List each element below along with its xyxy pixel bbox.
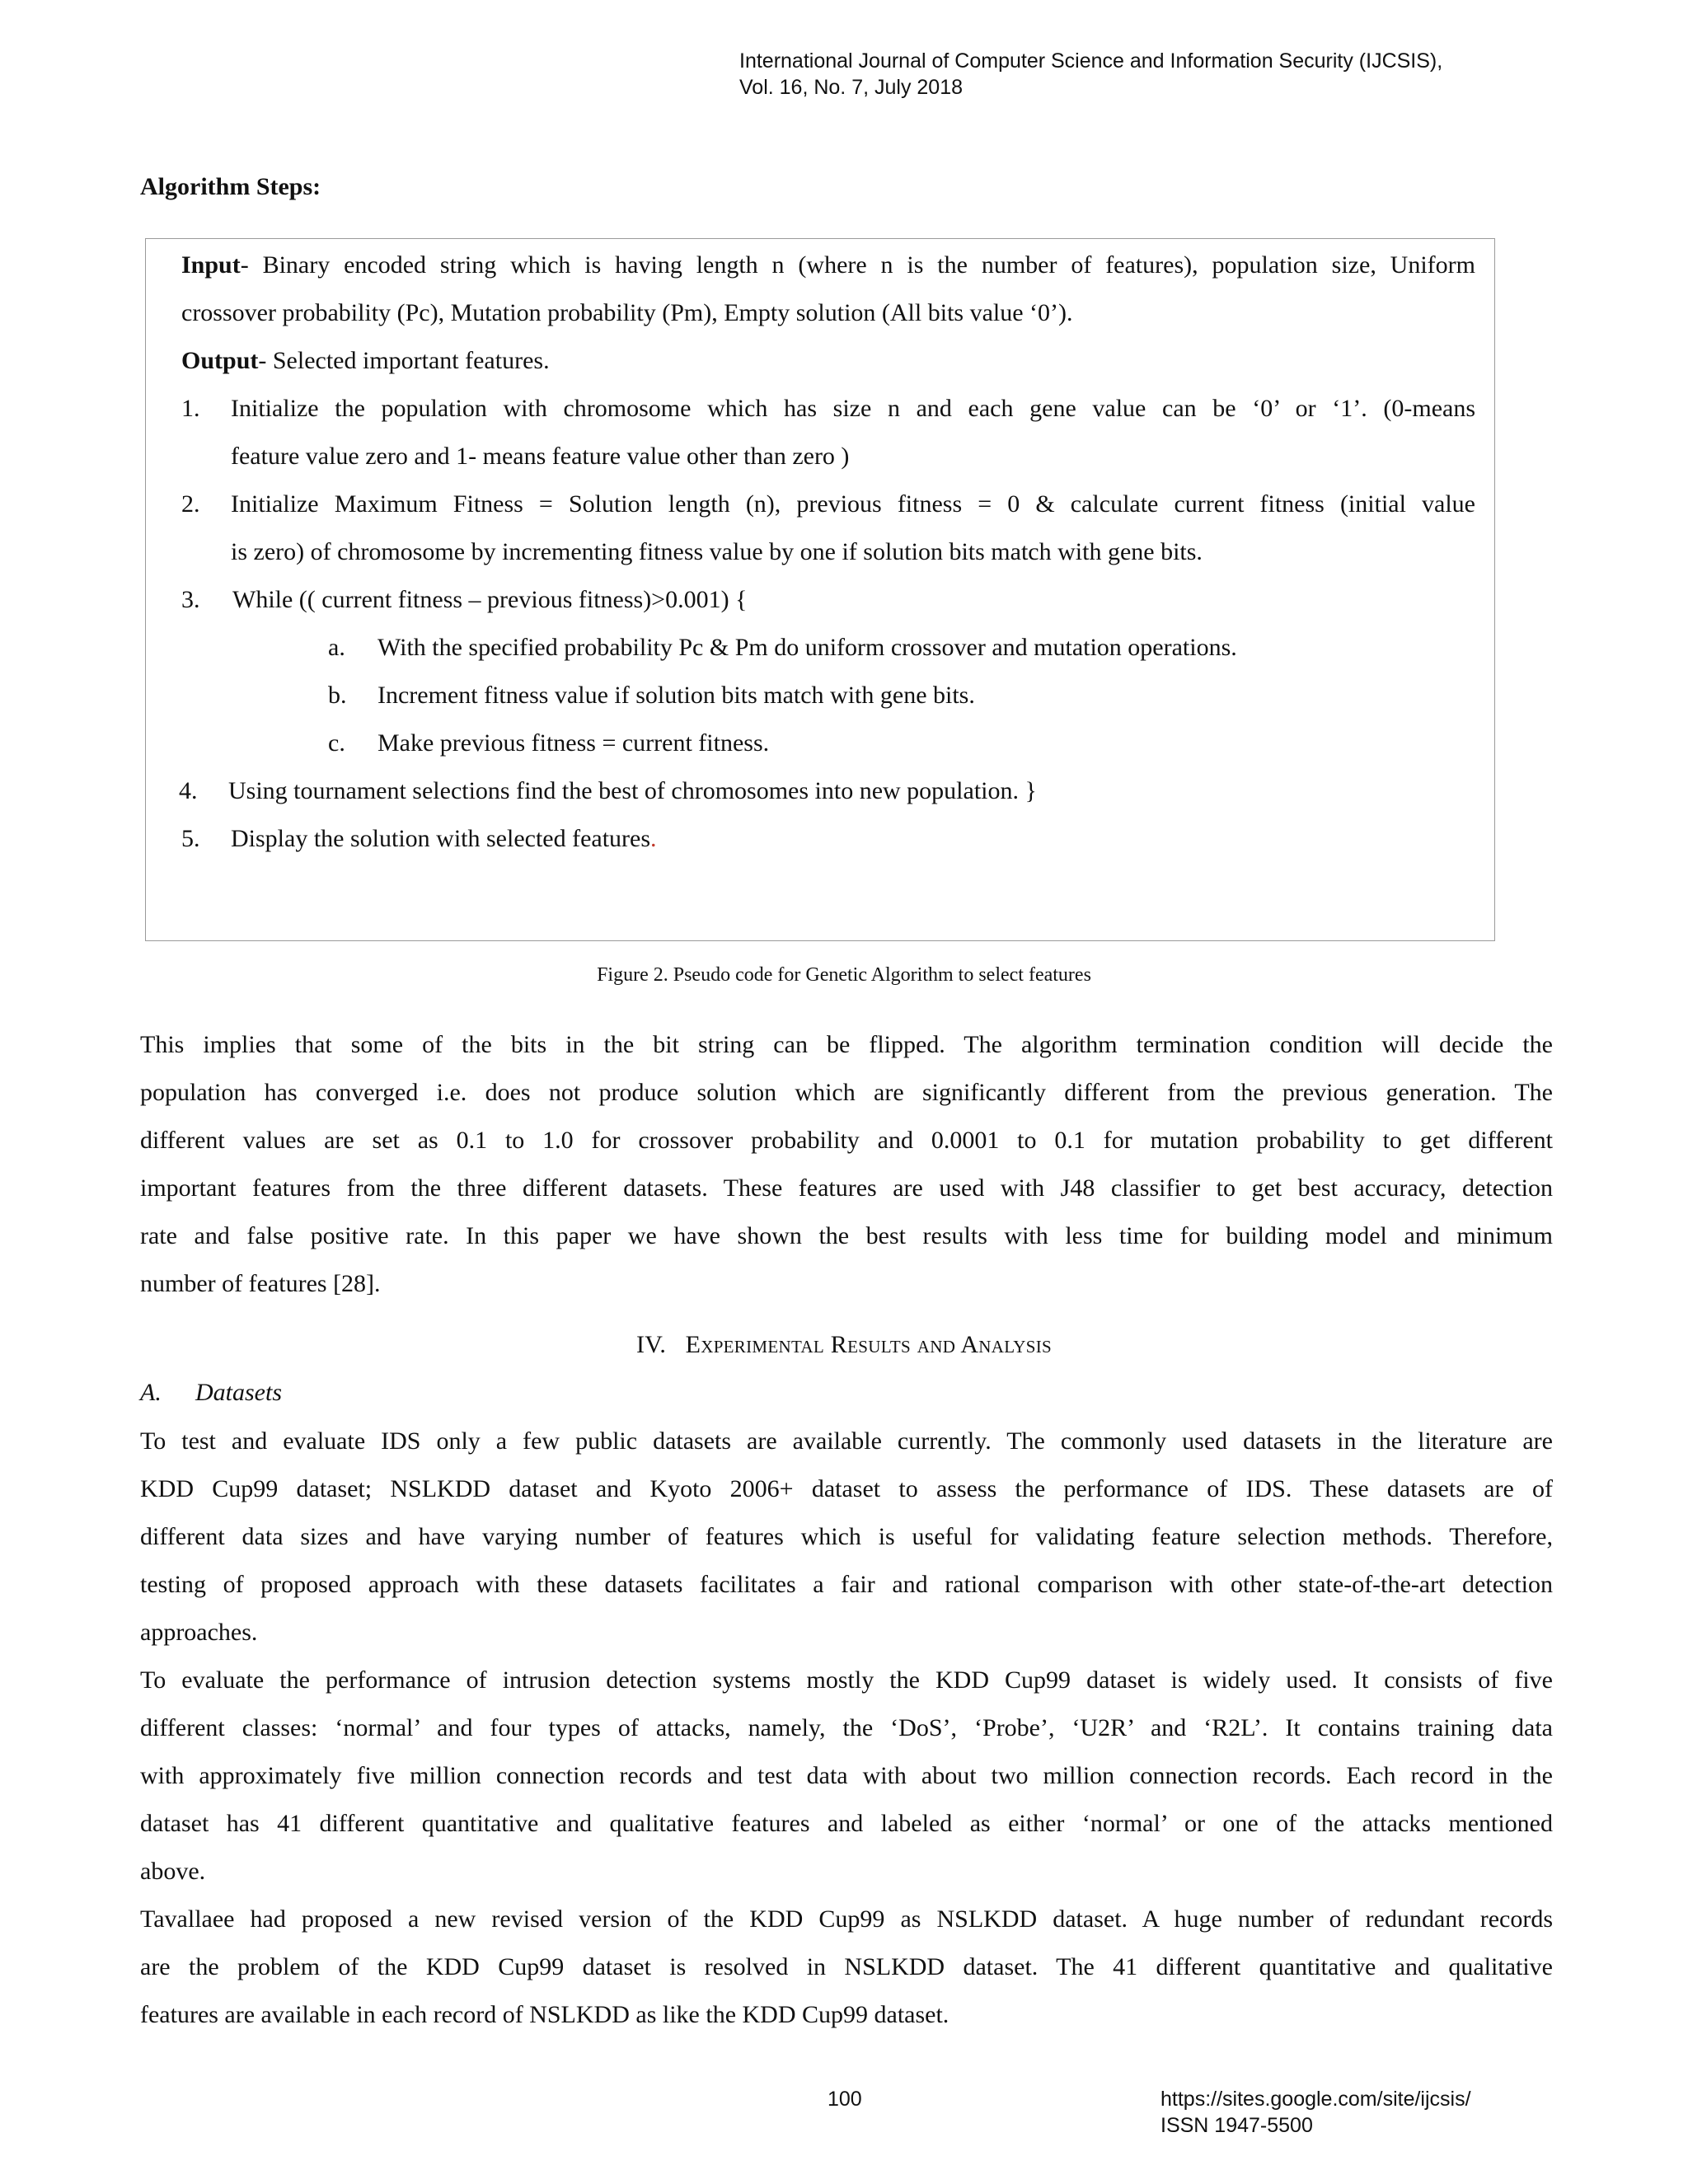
paragraph-1-line: number of features [28]. — [140, 1270, 381, 1297]
subsection-title: Datasets — [195, 1379, 282, 1406]
paragraph-3-line: To evaluate the performance of intrusion detection systems mostly the KDD Cup99 dataset is widely used. It consists of five — [140, 1666, 1553, 1694]
page-number: 100 — [828, 2088, 862, 2111]
algorithm-heading: Algorithm Steps: — [140, 173, 321, 200]
step-2-line-2: is zero) of chromosome by incrementing fitness value by one if solution bits match with gene bits. — [231, 538, 1203, 565]
paragraph-2-line: testing of proposed approach with these datasets facilitates a fair and rational comparison with other state-of-the-art detection — [140, 1571, 1553, 1598]
section-title-text: Experimental Results and Analysis — [685, 1331, 1052, 1358]
subsection-heading — [140, 1379, 282, 1407]
paragraph-2-line: different data sizes and have varying number of features which is useful for validating feature selection methods. Therefore, — [140, 1523, 1553, 1550]
paragraph-2-line: approaches. — [140, 1619, 258, 1646]
section-number: IV. — [636, 1331, 667, 1358]
paragraph-1-line: population has converged i.e. does not produce solution which are significantly different from the previous generation. The — [140, 1079, 1553, 1106]
journal-volume: Vol. 16, No. 7, July 2018 — [739, 76, 964, 99]
journal-title: International Journal of Computer Science and Information Security (IJCSIS), — [739, 49, 1443, 73]
figure-caption: Figure 2. Pseudo code for Genetic Algorithm to select features — [597, 964, 1091, 986]
output-text: - Selected important features. — [258, 347, 550, 374]
step-4-number: 4. — [179, 777, 198, 804]
step-5-red-period: . — [650, 825, 657, 852]
footer-url: https://sites.google.com/site/ijcsis/ — [1160, 2088, 1471, 2111]
footer-issn: ISSN 1947-5500 — [1160, 2114, 1313, 2137]
step-5-text: Display the solution with selected features — [231, 825, 651, 852]
paragraph-1-line: different values are set as 0.1 to 1.0 for crossover probability and 0.0001 to 0.1 for mutation probability to get different — [140, 1127, 1553, 1154]
step-2-number: 2. — [181, 490, 200, 518]
paragraph-3-line: dataset has 41 different quantitative and qualitative features and labeled as either ‘normal’ or one of the attacks mentioned — [140, 1810, 1553, 1837]
paragraph-1-line: rate and false positive rate. In this paper we have shown the best results with less time for building model and minimum — [140, 1222, 1553, 1249]
footer-info — [1160, 2086, 1471, 2139]
paragraph-1-line: important features from the three different datasets. These features are used with J48 classifier to get best accuracy, detection — [140, 1174, 1553, 1202]
step-2-line-1: Initialize Maximum Fitness = Solution length (n), previous fitness = 0 & calculate current fitness (initial value — [231, 490, 1475, 518]
input-line-2: crossover probability (Pc), Mutation probability (Pm), Empty solution (All bits value ‘0’). — [181, 299, 1073, 326]
input-line-1 — [181, 251, 1475, 280]
journal-header — [739, 48, 1442, 101]
step-3b-text: Increment fitness value if solution bits match with gene bits. — [377, 682, 975, 709]
step-3c-text: Make previous fitness = current fitness. — [377, 729, 770, 757]
step-1-line-1: Initialize the population with chromosome which has size n and each gene value can be ‘0’ or ‘1’. (0-means — [231, 395, 1475, 422]
paragraph-4-line: are the problem of the KDD Cup99 dataset is resolved in NSLKDD dataset. The 41 different quantitative and qualitative — [140, 1953, 1553, 1980]
input-text: - Binary encoded string which is having length n (where n is the number of features), population size, Uniform — [240, 251, 1475, 279]
step-1-number: 1. — [181, 395, 200, 422]
step-3b-letter: b. — [328, 682, 347, 709]
paragraph-4-line: features are available in each record of NSLKDD as like the KDD Cup99 dataset. — [140, 2001, 950, 2028]
step-3-text: While (( current fitness – previous fitness)>0.001) { — [232, 586, 748, 613]
input-label: Input — [181, 251, 241, 279]
paragraph-3-line: with approximately five million connection records and test data with about two million connection records. Each record in the — [140, 1762, 1553, 1789]
output-label: Output — [181, 347, 259, 374]
step-3a-letter: a. — [328, 634, 345, 661]
paragraph-2-line: KDD Cup99 dataset; NSLKDD dataset and Kyoto 2006+ dataset to assess the performance of IDS. These datasets are of — [140, 1475, 1553, 1502]
step-3c-letter: c. — [328, 729, 345, 757]
step-3a-text: With the specified probability Pc & Pm do uniform crossover and mutation operations. — [377, 634, 1237, 661]
step-1-line-2: feature value zero and 1- means feature value other than zero ) — [231, 443, 850, 470]
step-5-number: 5. — [181, 825, 200, 852]
paragraph-2-line: To test and evaluate IDS only a few public datasets are available currently. The commonly used datasets in the literature are — [140, 1427, 1553, 1455]
subsection-label: A. — [140, 1379, 162, 1406]
output-line — [181, 346, 550, 376]
paragraph-1-line: This implies that some of the bits in the bit string can be flipped. The algorithm termination condition will decide the — [140, 1031, 1553, 1058]
step-3-number: 3. — [181, 586, 200, 613]
section-title — [0, 1331, 1688, 1359]
paragraph-3-line: above. — [140, 1858, 206, 1885]
paragraph-4-line: Tavallaee had proposed a new revised version of the KDD Cup99 as NSLKDD dataset. A huge number of redundant records — [140, 1905, 1553, 1933]
step-4-text: Using tournament selections find the best of chromosomes into new population. } — [228, 777, 1037, 804]
step-5-line — [231, 824, 657, 854]
paragraph-3-line: different classes: ‘normal’ and four types of attacks, namely, the ‘DoS’, ‘Probe’, ‘U2R’ and ‘R2L’. It contains training data — [140, 1714, 1553, 1741]
